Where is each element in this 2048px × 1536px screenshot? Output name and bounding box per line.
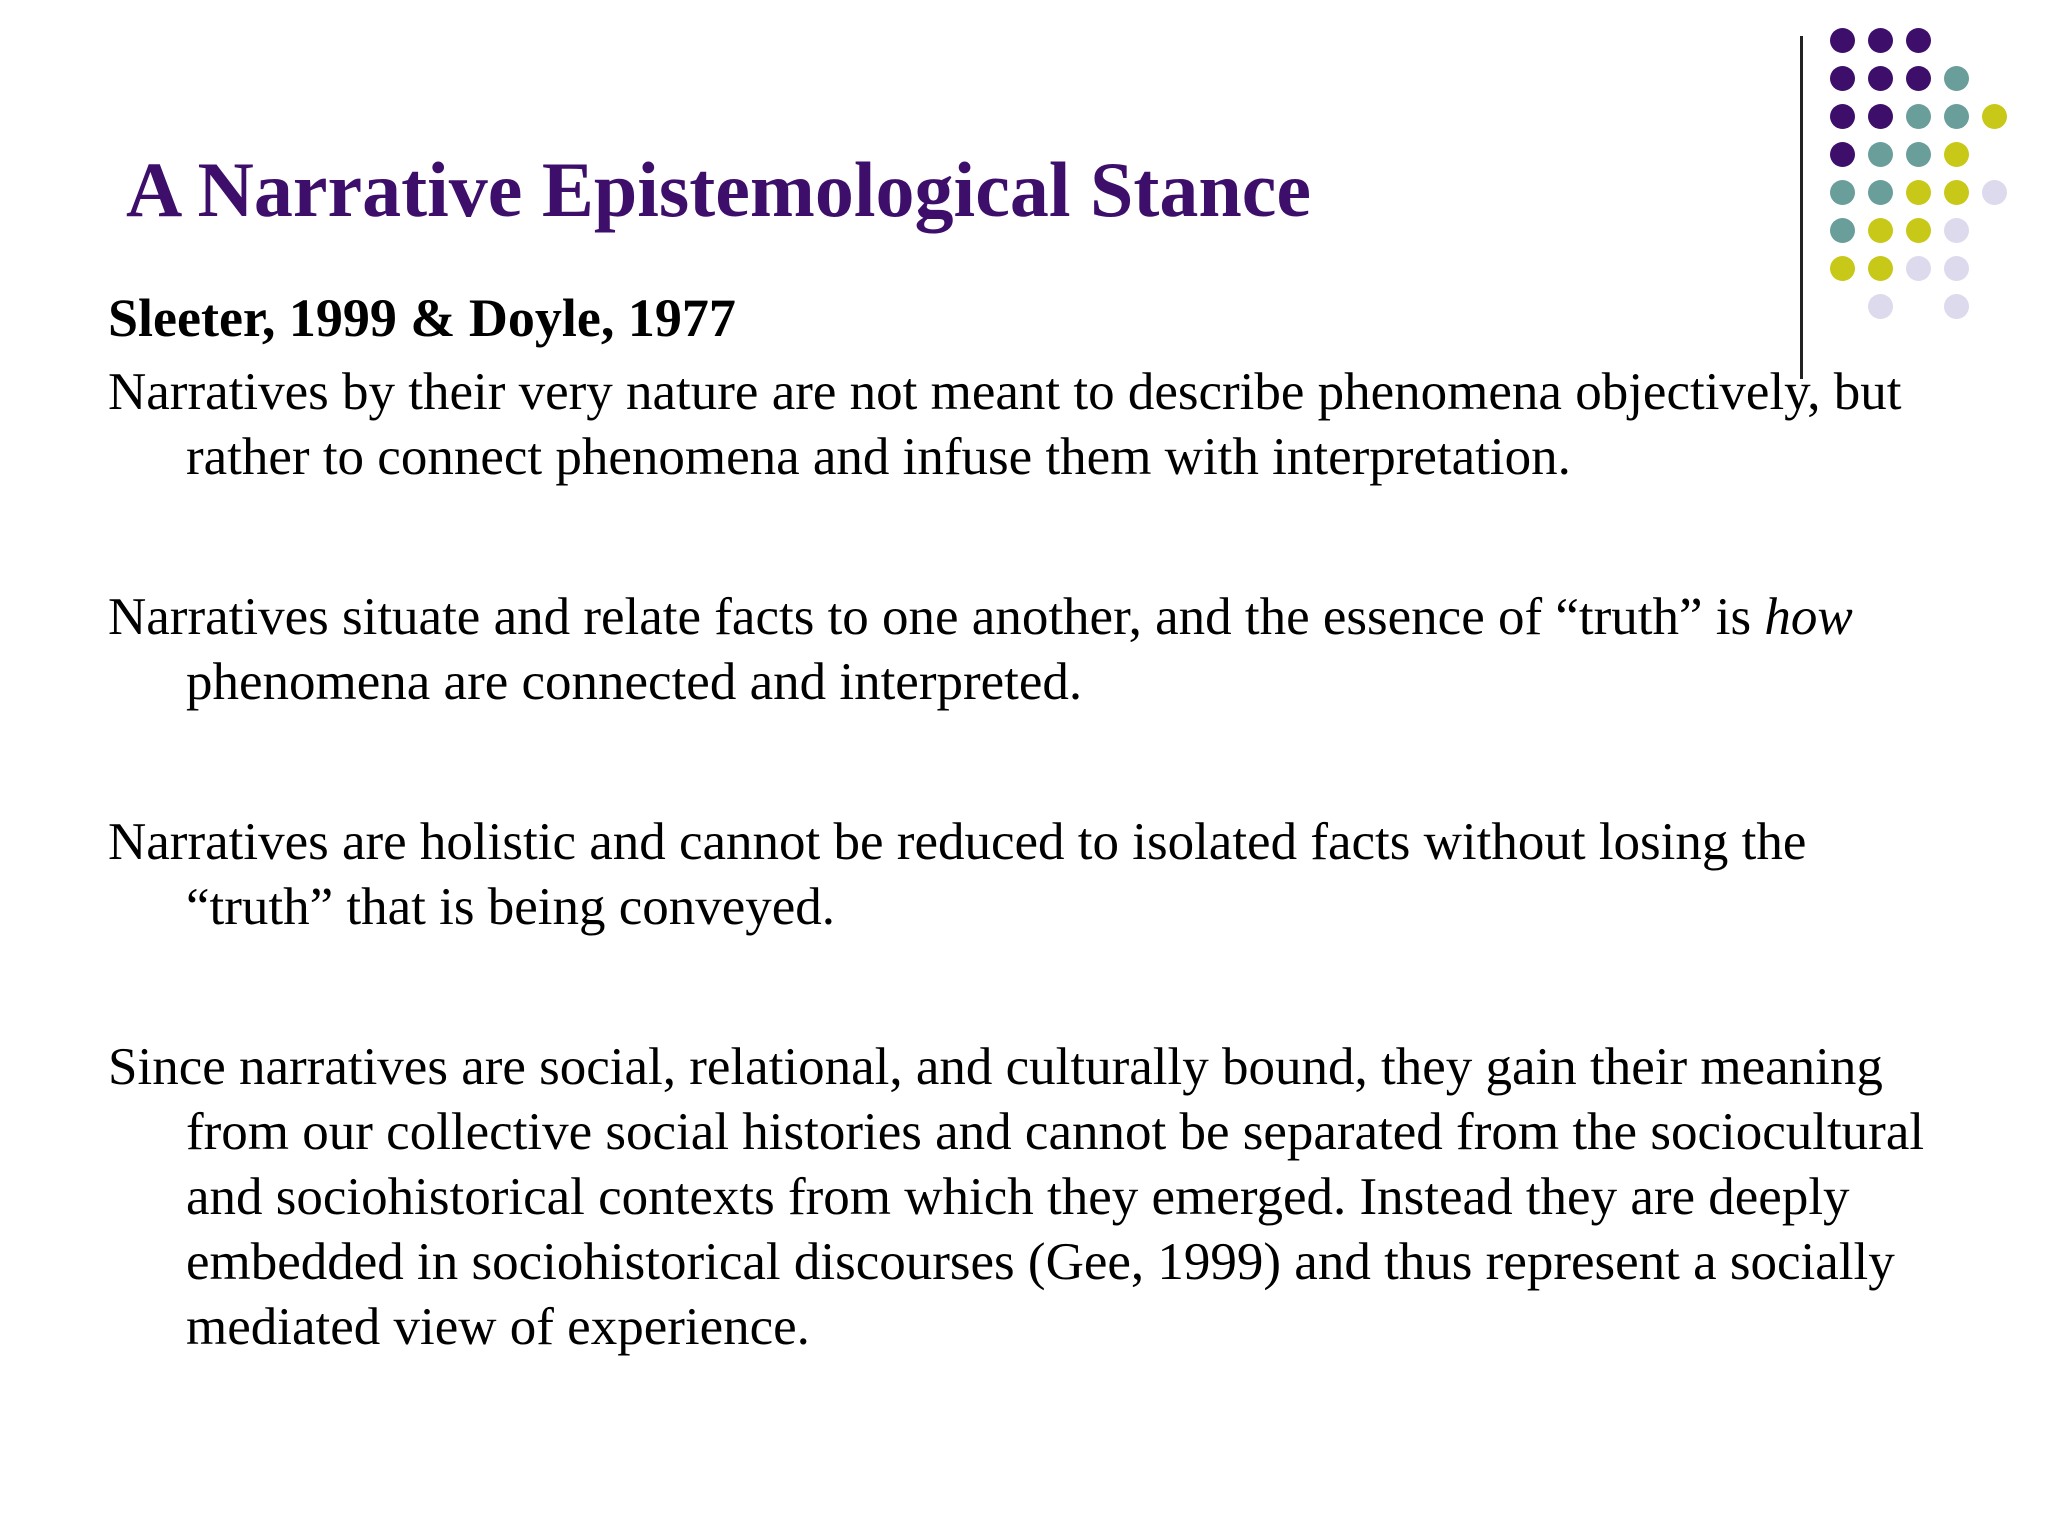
decorative-dot <box>1982 104 2007 129</box>
decorative-dot <box>1944 104 1969 129</box>
decorative-dot <box>1906 256 1931 281</box>
decorative-dot <box>1830 218 1855 243</box>
decorative-dot <box>1906 28 1931 53</box>
decorative-dot <box>1830 66 1855 91</box>
decorative-dot <box>1868 142 1893 167</box>
decorative-dot <box>1906 104 1931 129</box>
decorative-dot <box>1906 66 1931 91</box>
decorative-dot <box>1830 256 1855 281</box>
paragraph-2 <box>108 585 1938 715</box>
decorative-dot <box>1868 256 1893 281</box>
paragraph-1: Narratives by their very nature are not meant to describe phenomena objectively, but rather to connect phenomena and infuse them with interpretation. <box>108 363 1902 486</box>
decorative-dot <box>1868 28 1893 53</box>
decorative-dot <box>1906 180 1931 205</box>
paragraph-2-emphasis: how <box>1764 588 1853 646</box>
decorative-dot <box>1830 104 1855 129</box>
decorative-dot <box>1944 180 1969 205</box>
decorative-dot <box>1944 294 1969 319</box>
decorative-dot <box>1830 28 1855 53</box>
decorative-dot <box>1830 180 1855 205</box>
paragraph-2-text-before: Narratives situate and relate facts to one another, and the essence of “truth” is <box>108 588 1765 646</box>
decorative-dot <box>1944 218 1969 243</box>
paragraph-3: Narratives are holistic and cannot be reduced to isolated facts without losing the “truth” that is being conveyed. <box>108 813 1807 936</box>
slide-title: A Narrative Epistemological Stance <box>126 146 1311 233</box>
slide-body <box>108 360 1938 1360</box>
decorative-dot <box>1982 180 2007 205</box>
paragraph-2-text-after: phenomena are connected and interpreted. <box>186 653 1083 711</box>
citation-subtitle: Sleeter, 1999 & Doyle, 1977 <box>108 288 736 348</box>
decorative-dot <box>1906 218 1931 243</box>
paragraph-4: Since narratives are social, relational, and culturally bound, they gain their meaning from our collective social histories and cannot be separated from the sociocultural and sociohistorical contexts from which they emerged. Instead they are deeply embedded in sociohistorical discourses (Gee, 1999) and thus represent a socially mediated view of experience. <box>108 1038 1925 1356</box>
decorative-dot <box>1868 180 1893 205</box>
decorative-dot-grid <box>1830 28 2030 348</box>
decorative-dot <box>1944 142 1969 167</box>
decorative-dot <box>1868 66 1893 91</box>
decorative-dot <box>1868 104 1893 129</box>
decorative-dot <box>1944 66 1969 91</box>
decorative-dot <box>1906 142 1931 167</box>
decorative-dot <box>1830 142 1855 167</box>
decorative-dot <box>1868 294 1893 319</box>
decorative-dot <box>1868 218 1893 243</box>
vertical-divider <box>1800 36 1803 379</box>
decorative-dot <box>1944 256 1969 281</box>
